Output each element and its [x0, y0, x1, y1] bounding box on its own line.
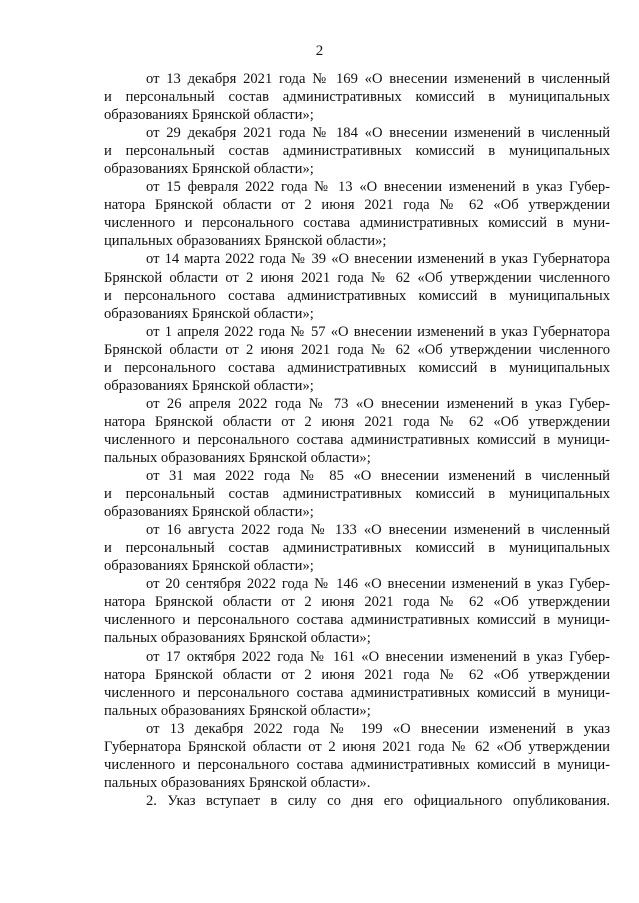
text-line: от 31 мая 2022 года № 85 «О внесении изменений в численный [146, 468, 610, 485]
text-line: образованиях Брянской области»; [104, 377, 314, 394]
text-line: и персонального состава административных комиссий в муниципальных [104, 287, 610, 304]
text-line: пальных образованиях Брянской области»; [104, 702, 371, 719]
text-line: Брянской области от 2 июня 2021 года № 62 «Об утверждении численного [104, 341, 610, 358]
text-line: численного и персонального состава административных комиссий в муници- [104, 612, 610, 629]
text-line: пальных образованиях Брянской области»; [104, 630, 371, 647]
text-line: и персональный состав административных комиссий в муниципальных [104, 143, 610, 160]
text-line: от 29 декабря 2021 года № 184 «О внесении изменений в численный [146, 125, 610, 142]
text-line: и персональный состав административных комиссий в муниципальных [104, 486, 610, 503]
text-line: образованиях Брянской области»; [104, 558, 314, 575]
text-line: натора Брянской области от 2 июня 2021 года № 62 «Об утверждении [104, 413, 610, 430]
text-line: от 20 сентября 2022 года № 146 «О внесении изменений в указ Губер- [146, 576, 610, 593]
text-line: натора Брянской области от 2 июня 2021 года № 62 «Об утверждении [104, 666, 610, 683]
text-line: образованиях Брянской области»; [104, 107, 314, 124]
text-line: 2. Указ вступает в силу со дня его официального опубликования. [146, 792, 610, 809]
text-line: образованиях Брянской области»; [104, 305, 314, 322]
text-line: от 17 октября 2022 года № 161 «О внесении изменений в указ Губер- [146, 648, 610, 665]
text-line: и персональный состав административных комиссий в муниципальных [104, 540, 610, 557]
text-line: Брянской области от 2 июня 2021 года № 62 «Об утверждении численного [104, 269, 610, 286]
text-line: численного и персонального состава административных комиссий в муни- [104, 215, 610, 232]
text-line: от 13 декабря 2021 года № 169 «О внесении изменений в численный [146, 71, 610, 87]
text-line: пальных образованиях Брянской области». [104, 774, 371, 791]
text-line: численного и персонального состава административных комиссий в муници- [104, 431, 610, 448]
text-line: Губернатора Брянской области от 2 июня 2021 года № 62 «Об утверждении [104, 738, 610, 755]
text-line: от 16 августа 2022 года № 133 «О внесении изменений в численный [146, 522, 610, 539]
text-line: от 13 декабря 2022 года № 199 «О внесении изменений в указ [146, 720, 610, 737]
document-body [104, 70, 610, 810]
text-line: от 1 апреля 2022 года № 57 «О внесении изменений в указ Губернатора [146, 323, 610, 340]
page-number: 2 [315, 43, 324, 59]
text-line: и персональный состав административных комиссий в муниципальных [104, 89, 610, 106]
text-line: от 14 марта 2022 года № 39 «О внесении изменений в указ Губернатора [146, 251, 610, 268]
text-line: ципальных образованиях Брянской области»; [104, 233, 387, 250]
text-line: от 26 апреля 2022 года № 73 «О внесении изменений в указ Губер- [146, 395, 610, 412]
text-line: численного и персонального состава административных комиссий в муници- [104, 756, 610, 773]
text-line: и персонального состава административных комиссий в муниципальных [104, 359, 610, 376]
text-line: от 15 февраля 2022 года № 13 «О внесении изменений в указ Губер- [146, 179, 610, 196]
text-line: пальных образованиях Брянской области»; [104, 449, 371, 466]
text-line: численного и персонального состава административных комиссий в муници- [104, 684, 610, 701]
text-line: образованиях Брянской области»; [104, 504, 314, 521]
text-line: натора Брянской области от 2 июня 2021 года № 62 «Об утверждении [104, 594, 610, 611]
text-line: натора Брянской области от 2 июня 2021 года № 62 «Об утверждении [104, 197, 610, 214]
text-line: образованиях Брянской области»; [104, 161, 314, 178]
